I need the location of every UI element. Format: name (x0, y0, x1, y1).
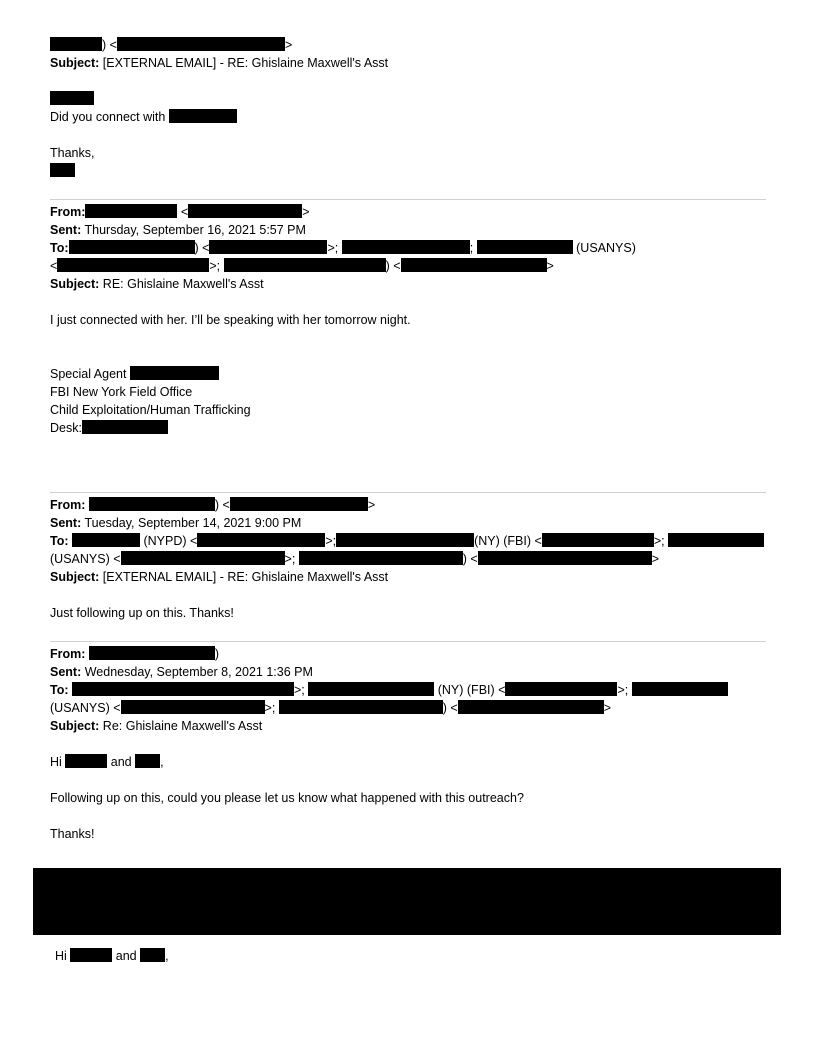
redaction (632, 682, 728, 696)
subject-label: Subject: (50, 277, 100, 291)
redaction (65, 754, 107, 768)
to-fbi: (NY) (FBI) < (437, 683, 506, 697)
redaction (505, 682, 617, 696)
separator (50, 641, 766, 642)
email3-body: Following up on this, could you please let us know what happened with this outreach? (50, 791, 524, 805)
email3-to-cont: (USANYS) < >; ) < > (50, 701, 612, 715)
redaction (299, 551, 463, 565)
subject-text: RE: Ghislaine Maxwell's Asst (102, 277, 264, 291)
email1-sig-desk (50, 419, 168, 437)
email1-sig-unit: Child Exploitation/Human Trafficking (50, 403, 251, 417)
redaction (89, 646, 215, 660)
greeting-and: and (110, 755, 132, 769)
redaction (279, 700, 443, 714)
email2-sent (50, 514, 301, 532)
redaction (224, 258, 386, 272)
subject-label: Subject: (50, 719, 100, 733)
sig-title: Special Agent (50, 367, 127, 381)
body-text: Did you connect with (50, 110, 166, 124)
redaction (89, 497, 215, 511)
sent-date: Thursday, September 16, 2021 5:57 PM (84, 223, 306, 237)
redaction (70, 948, 112, 962)
email1-to: To: ) < >; ; (USANYS) (50, 241, 636, 255)
email2-to-cont: (USANYS) < >; ) < > (50, 552, 660, 566)
redaction (458, 700, 604, 714)
redaction (197, 533, 325, 547)
email3-from: From: ) (50, 647, 220, 661)
top-from-line: ) < > (50, 36, 292, 54)
email3-thanks: Thanks! (50, 827, 95, 841)
email3-subject (50, 717, 262, 735)
redaction (230, 497, 368, 511)
redaction (477, 240, 573, 254)
email1-to-cont: < >; ) < > (50, 259, 554, 273)
subject-label: Subject: (50, 570, 100, 584)
to-label: To: (50, 241, 69, 255)
email3-sent (50, 663, 313, 681)
redaction (169, 109, 237, 123)
from-label: From: (50, 498, 86, 512)
to-usanys: (USANYS) < (50, 552, 121, 566)
email2-subject (50, 568, 388, 586)
redaction (188, 204, 302, 218)
greeting-and: and (115, 949, 137, 963)
greeting-hi: Hi (50, 755, 62, 769)
email1-subject (50, 275, 264, 293)
redaction (668, 533, 764, 547)
sig-desk-label: Desk: (50, 421, 82, 435)
redaction (478, 551, 652, 565)
redaction (50, 37, 102, 51)
subject-label: Subject: (50, 56, 100, 70)
sent-label: Sent: (50, 223, 82, 237)
redaction (121, 700, 265, 714)
sent-label: Sent: (50, 516, 82, 530)
email1-body: I just connected with her. I’ll be speaking with her tomorrow night. (50, 313, 411, 327)
email1-from: From: < > (50, 205, 310, 219)
top-signature (50, 162, 75, 180)
email1-sig-office: FBI New York Field Office (50, 385, 193, 399)
email3-to: To: >; (NY) (FBI) < >; (50, 681, 728, 699)
to-suffix: (USANYS) (576, 241, 636, 255)
redaction (85, 204, 177, 218)
redaction (117, 37, 285, 51)
redaction (135, 754, 160, 768)
top-greeting (50, 90, 94, 108)
subject-text: [EXTERNAL EMAIL] - RE: Ghislaine Maxwell's Asst (102, 56, 389, 70)
to-label: To: (50, 534, 69, 548)
to-nypd: (NYPD) < (143, 534, 198, 548)
email3-greeting: Hi and , (50, 755, 164, 769)
redaction (69, 240, 195, 254)
email1-sent (50, 221, 306, 239)
separator (50, 199, 766, 200)
separator (50, 492, 766, 493)
redaction (401, 258, 547, 272)
sent-date: Wednesday, September 8, 2021 1:36 PM (84, 665, 313, 679)
redaction (57, 258, 209, 272)
redaction (308, 682, 434, 696)
greeting-hi: Hi (55, 949, 67, 963)
redaction (342, 240, 470, 254)
redaction (121, 551, 285, 565)
redaction (130, 366, 219, 380)
to-label: To: (50, 683, 69, 697)
top-subject-line (50, 54, 388, 72)
redaction (72, 682, 294, 696)
email2-from: From: ) < > (50, 498, 376, 512)
email2-to: To: (NYPD) < >; (NY) (FBI) < >; (50, 532, 764, 550)
email2-body: Just following up on this. Thanks! (50, 606, 234, 620)
sent-date: Tuesday, September 14, 2021 9:00 PM (84, 516, 302, 530)
redaction-block (33, 868, 781, 935)
from-label: From: (50, 205, 86, 219)
sent-label: Sent: (50, 665, 82, 679)
bottom-greeting: Hi and , (55, 949, 169, 963)
subject-text: Re: Ghislaine Maxwell's Asst (102, 719, 263, 733)
top-thanks: Thanks, (50, 146, 95, 160)
redaction (72, 533, 140, 547)
subject-text: [EXTERNAL EMAIL] - RE: Ghislaine Maxwell's Asst (102, 570, 389, 584)
redaction (50, 91, 94, 105)
to-usanys: (USANYS) < (50, 701, 121, 715)
redaction (140, 948, 165, 962)
redaction (82, 420, 168, 434)
to-fbi: (NY) (FBI) < (474, 534, 542, 548)
top-body (50, 108, 237, 126)
from-label: From: (50, 647, 86, 661)
redaction (209, 240, 327, 254)
redaction (50, 163, 75, 177)
email1-sig-title (50, 365, 219, 383)
redaction (336, 533, 474, 547)
redaction (542, 533, 654, 547)
